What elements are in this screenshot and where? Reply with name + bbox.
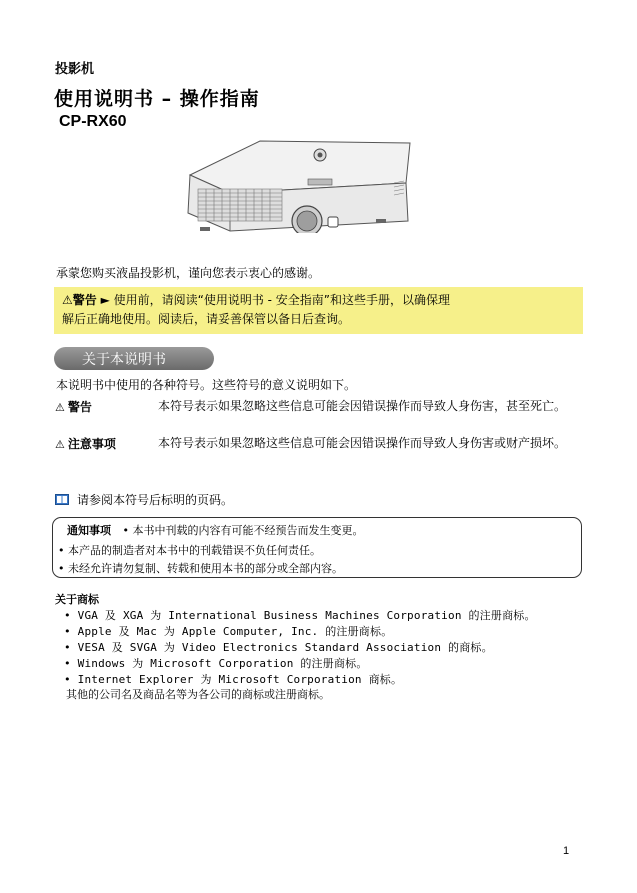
section-title-pill: 关于本说明书 [54,347,214,370]
doc-title: 使用说明书 – 操作指南 [54,88,260,110]
warning-label: ⚠警告 [62,293,97,307]
symbol-label-text: 注意事项 [67,437,116,451]
trademarks-title: 关于商标 [55,593,99,606]
trademark-item: • VGA 及 XGA 为 International Business Machines Corporation 的注册商标。 [64,609,536,622]
symbol-desc-caution: 本符号表示如果忽略这些信息可能会因错误操作而导致人身伤害或财产损坏。 [158,436,567,450]
trademark-item: • Internet Explorer 为 Microsoft Corporation 商标。 [64,673,403,686]
book-icon [55,494,69,505]
trademark-item: • Windows 为 Microsoft Corporation 的注册商标。 [64,657,368,670]
page-number: 1 [563,845,570,857]
book-reference [55,491,233,508]
trademarks-footer: 其他的公司名及商品名等为各公司的商标或注册商标。 [66,688,330,701]
warning-box [54,287,583,334]
trademark-item: • Apple 及 Mac 为 Apple Computer, Inc. 的注册商标。 [64,625,393,638]
symbol-label-warning [55,398,92,415]
warning-line-1 [62,291,577,310]
symbol-label-text: 警告 [67,400,92,414]
notice-item: • 本书中刊载的内容有可能不经预告而发生变更。 [122,524,364,537]
doc-category: 投影机 [55,62,95,77]
notice-label: 通知事项 [67,524,111,537]
warning-text-1: ► 使用前，请阅读“使用说明书 - 安全指南”和这些手册，以确保理 [96,293,451,307]
section-intro: 本说明书中使用的各种符号。这些符号的意义说明如下。 [56,378,357,392]
model-number: CP-RX60 [59,113,127,130]
notice-box [52,517,582,578]
notice-row-1 [67,522,363,538]
warning-triangle-icon: ⚠ [55,401,65,414]
symbol-desc-warning: 本符号表示如果忽略这些信息可能会因错误操作而导致人身伤害，甚至死亡。 [158,399,567,413]
warning-text-2: 解后正确地使用。阅读后，请妥善保管以备日后查询。 [62,312,351,326]
thanks-text: 承蒙您购买液晶投影机，谨向您表示衷心的感谢。 [56,266,321,280]
symbol-label-caution [55,435,116,452]
notice-item: • 本产品的制造者对本书中的刊载错误不负任何责任。 [58,544,321,557]
book-reference-text: 请参阅本符号后标明的页码。 [77,493,234,507]
notice-item: • 未经允许请勿复制、转载和使用本书的部分或全部内容。 [58,562,343,575]
trademark-item: • VESA 及 SVGA 为 Video Electronics Standard Association 的商标。 [64,641,493,654]
projector-illustration [180,133,420,233]
warning-triangle-icon: ⚠ [55,438,65,451]
